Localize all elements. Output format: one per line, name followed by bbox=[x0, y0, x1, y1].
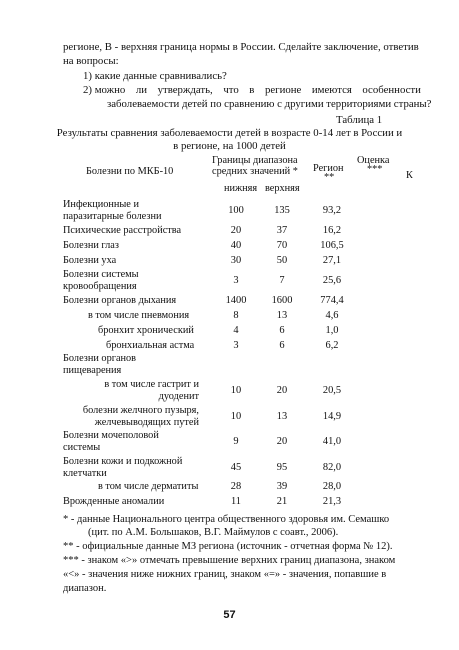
page-number: 57 bbox=[223, 609, 236, 621]
cell-region: 28,0 bbox=[322, 481, 342, 492]
cell-upper: 95 bbox=[276, 462, 288, 474]
row-name-line: кровообращения bbox=[63, 281, 137, 293]
intro-line-1: регионе, В - верхняя граница нормы в России. Сделайте заключение, ответив bbox=[63, 41, 419, 53]
cell-region: 41,0 bbox=[322, 436, 342, 448]
question-2-word: 2) можно bbox=[83, 84, 126, 96]
cell-upper: 20 bbox=[276, 385, 288, 397]
cell-upper: 135 bbox=[274, 205, 290, 217]
cell-region: 21,3 bbox=[322, 496, 342, 507]
row-name-line: Психические расстройства bbox=[63, 225, 182, 236]
cell-region: 25,6 bbox=[322, 275, 342, 287]
question-1: 1) какие данные сравнивались? bbox=[83, 70, 227, 82]
cell-upper: 13 bbox=[276, 411, 288, 423]
question-2-word: что bbox=[223, 84, 239, 96]
cell-region: 106,5 bbox=[320, 240, 344, 251]
footnote-3-line-1: *** - знаком «>» отмечать превышение верхних границ диапазона, знаком bbox=[63, 555, 396, 566]
row-name-line: Инфекционные и bbox=[63, 199, 139, 210]
cell-lower: 30 bbox=[230, 255, 242, 266]
row-name-line: болезни желчного пузыря, bbox=[82, 405, 199, 416]
cell-region: 20,5 bbox=[322, 385, 342, 397]
header-upper: верхняя bbox=[265, 183, 300, 194]
cell-upper: 6 bbox=[279, 325, 285, 336]
header-k: К bbox=[406, 170, 413, 181]
cell-region: 4,6 bbox=[325, 310, 339, 321]
cell-upper: 37 bbox=[276, 225, 288, 236]
footnote-1-line-2: (цит. по А.М. Большаков, В.Г. Маймулов с соавт., 2006). bbox=[88, 527, 339, 538]
cell-region: 27,1 bbox=[322, 255, 342, 266]
cell-region: 6,2 bbox=[325, 340, 339, 351]
header-bounds-line-1: Границы диапазона bbox=[212, 155, 298, 166]
cell-region: 16,2 bbox=[322, 225, 342, 236]
header-lower: нижняя bbox=[224, 183, 258, 194]
row-name-line: пищеварения bbox=[63, 365, 122, 377]
cell-region: 82,0 bbox=[322, 462, 342, 474]
row-name-line: в том числе дерматиты bbox=[98, 481, 199, 492]
cell-lower: 45 bbox=[230, 462, 242, 474]
table-number: Таблица 1 bbox=[336, 114, 383, 126]
footnote-1-line-1: * - данные Национального центра общественного здоровья им. Семашко bbox=[63, 514, 390, 525]
question-2-line-2: заболеваемости детей по сравнению с другими территориями страны? bbox=[107, 98, 432, 110]
row-name-line: Врожденные аномалии bbox=[63, 496, 165, 507]
table-caption-line-2: в регионе, на 1000 детей bbox=[173, 140, 286, 152]
footnote-3-line-3: диапазон. bbox=[63, 583, 107, 594]
question-2-word: в bbox=[249, 84, 255, 96]
cell-lower: 100 bbox=[228, 205, 244, 217]
header-region-mark: ** bbox=[324, 172, 335, 183]
row-name-line: Болезни кожи и подкожной bbox=[63, 456, 183, 467]
row-name-line: паразитарные болезни bbox=[63, 211, 162, 223]
row-name-line: клетчатки bbox=[63, 468, 107, 480]
row-name-line: Болезни органов bbox=[63, 353, 137, 364]
row-name-line: Болезни системы bbox=[63, 269, 139, 280]
cell-upper: 39 bbox=[276, 481, 288, 492]
cell-upper: 70 bbox=[276, 240, 288, 251]
row-name-line: системы bbox=[63, 442, 101, 454]
cell-upper: 7 bbox=[279, 275, 285, 287]
cell-upper: 6 bbox=[279, 340, 285, 351]
cell-lower: 8 bbox=[233, 310, 239, 321]
cell-lower: 9 bbox=[233, 436, 239, 448]
cell-lower: 1400 bbox=[225, 295, 247, 306]
row-name-line: Болезни органов дыхания bbox=[63, 295, 177, 306]
footnote-2: ** - официальные данные МЗ региона (источник - отчетная форма № 12). bbox=[63, 541, 393, 552]
cell-region: 14,9 bbox=[322, 411, 342, 423]
row-name-line: Болезни уха bbox=[63, 255, 117, 266]
cell-region: 774,4 bbox=[320, 295, 344, 306]
cell-lower: 3 bbox=[233, 340, 239, 351]
cell-upper: 21 bbox=[276, 496, 288, 507]
row-name-line: в том числе пневмония bbox=[88, 310, 190, 321]
header-rating-mark: *** bbox=[367, 164, 383, 175]
header-region: Регион bbox=[313, 163, 344, 174]
row-name-line: желчевыводящих путей bbox=[94, 417, 199, 429]
cell-region: 93,2 bbox=[322, 205, 342, 217]
intro-line-2: на вопросы: bbox=[63, 55, 119, 67]
cell-lower: 3 bbox=[233, 275, 239, 287]
cell-lower: 20 bbox=[230, 225, 242, 236]
question-2-word: особенности bbox=[362, 84, 421, 96]
row-name-line: дуоденит bbox=[158, 391, 199, 403]
row-name-line: бронхит хронический bbox=[98, 325, 194, 336]
cell-region: 1,0 bbox=[325, 325, 339, 336]
cell-upper: 50 bbox=[276, 255, 288, 266]
cell-lower: 10 bbox=[230, 411, 242, 423]
header-disease: Болезни по МКБ-10 bbox=[86, 166, 174, 177]
question-2-word: имеются bbox=[311, 84, 352, 96]
footnote-3-line-2: «<» - значения ниже нижних границ, знаком «=» - значения, попавшие в bbox=[63, 569, 387, 580]
question-2-word: регионе bbox=[264, 84, 302, 96]
cell-lower: 10 bbox=[230, 385, 242, 397]
question-2-word: утверждать, bbox=[157, 84, 213, 96]
cell-lower: 28 bbox=[230, 481, 242, 492]
header-rating: Оценка bbox=[357, 155, 390, 166]
table-caption-line-1: Результаты сравнения заболеваемости детей в возрасте 0-14 лет в России и bbox=[56, 127, 403, 139]
cell-lower: 40 bbox=[230, 240, 242, 251]
cell-lower: 4 bbox=[233, 325, 239, 336]
cell-lower: 11 bbox=[230, 496, 241, 507]
header-bounds-line-2: средних значений * bbox=[212, 166, 298, 177]
row-name-line: Болезни мочеполовой bbox=[63, 430, 159, 441]
row-name-line: Болезни глаз bbox=[63, 240, 119, 251]
cell-upper: 13 bbox=[276, 310, 288, 321]
cell-upper: 1600 bbox=[271, 295, 293, 306]
row-name-line: в том числе гастрит и bbox=[104, 379, 199, 390]
row-name-line: бронхиальная астма bbox=[106, 340, 195, 351]
question-2-word: ли bbox=[135, 84, 148, 96]
cell-upper: 20 bbox=[276, 436, 288, 448]
question-2-line-1 bbox=[83, 84, 421, 97]
